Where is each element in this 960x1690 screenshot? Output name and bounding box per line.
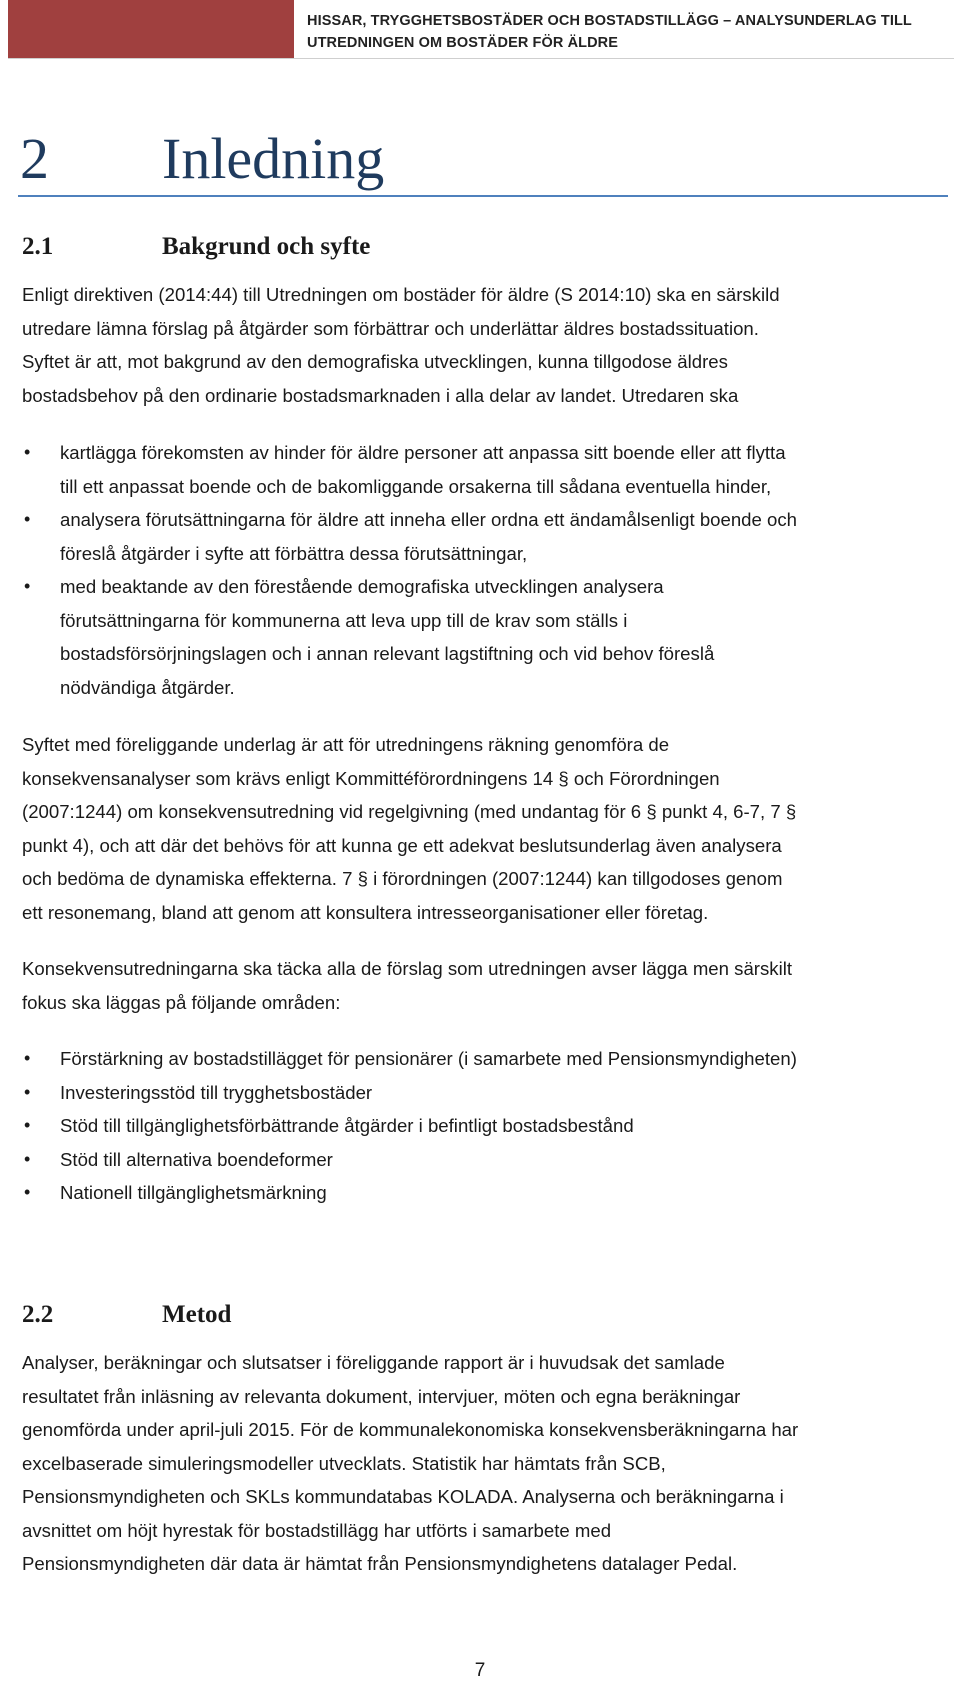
list-item — [22, 1176, 942, 1210]
bullet-icon: • — [24, 1081, 31, 1102]
text-line: Stöd till tillgänglighetsförbättrande åtgärder i befintligt bostadsbestånd — [60, 1115, 634, 1136]
paragraph-purpose — [22, 728, 942, 929]
text-line: bostadsbehov på den ordinarie bostadsmarknaden i alla delar av landet. Utredaren ska — [22, 384, 739, 406]
list-item — [22, 436, 942, 503]
chapter-number: 2 — [20, 126, 49, 191]
list-item — [22, 503, 942, 570]
text-line: fokus ska läggas på följande områden: — [22, 991, 341, 1013]
text-line: excelbaserade simuleringsmodeller utvecklats. Statistik har hämtats från SCB, — [22, 1452, 666, 1474]
list-item — [22, 1143, 942, 1177]
task-bullet-list — [22, 436, 942, 704]
bullet-icon: • — [24, 1182, 31, 1202]
text-line: Pensionsmyndigheten och SKLs kommundatabas KOLADA. Analyserna och beräkningarna i — [22, 1486, 784, 1507]
text-line: analysera förutsättningarna för äldre att inneha eller ordna ett ändamålsenligt boende och — [60, 509, 798, 530]
running-header-line: UTREDNINGEN OM BOSTÄDER FÖR ÄLDRE — [307, 35, 619, 51]
page-number: 7 — [474, 1660, 486, 1681]
text-line: Enligt direktiven (2014:44) till Utredningen om bostäder för äldre (S 2014:10) ska en särskild — [22, 284, 780, 305]
bullet-icon: • — [24, 1115, 31, 1135]
text-line: Stöd till alternativa boendeformer — [60, 1148, 333, 1170]
text-line: föreslå åtgärder i syfte att förbättra dessa förutsättningar, — [60, 542, 528, 564]
text-line: Konsekvensutredningarna ska täcka alla de förslag som utredningen avser lägga men särskilt — [22, 958, 793, 979]
bullet-icon: • — [24, 509, 31, 529]
text-line: genomförda under april-juli 2015. För de kommunalekonomiska konsekvensberäkningarna har — [22, 1419, 799, 1440]
running-header — [307, 10, 947, 54]
text-line: Investeringsstöd till trygghetsbostäder — [60, 1081, 373, 1103]
text-line: konsekvensanalyser som krävs enligt Kommittéförordningens 14 § och Förordningen — [22, 767, 720, 789]
text-line: Syftet är att, mot bakgrund av den demografiska utvecklingen, kunna tillgodose äldres — [22, 351, 728, 372]
bullet-icon: • — [24, 442, 31, 462]
text-line: bostadsförsörjningslagen och i annan relevant lagstiftning och vid behov föreslå — [60, 643, 715, 664]
running-header-line: HISSAR, TRYGGHETSBOSTÄDER OCH BOSTADSTILLÄGG – ANALYSUNDERLAG TILL — [307, 13, 912, 29]
section-title: Metod — [162, 1301, 232, 1328]
section-heading-2-2 — [22, 1298, 922, 1332]
paragraph-directive — [22, 278, 942, 412]
section-title: Bakgrund och syfte — [162, 233, 371, 260]
text-line: avsnittet om höjt hyrestak för bostadstillägg har utförts i samarbete med — [22, 1519, 612, 1541]
text-line: till ett anpassat boende och de bakomliggande orsakerna till sådana eventuella hinder, — [60, 475, 772, 497]
list-item — [22, 570, 942, 704]
section-heading-2-1 — [22, 230, 922, 264]
section-number: 2.1 — [22, 233, 54, 260]
section-number: 2.2 — [22, 1301, 54, 1328]
text-line: utredare lämna förslag på åtgärder som förbättrar och underlättar äldres bostadssituation. — [22, 317, 759, 339]
header-divider — [8, 58, 954, 59]
text-line: Analyser, beräkningar och slutsatser i föreliggande rapport är i huvudsak det samlade — [22, 1352, 725, 1373]
text-line: kartlägga förekomsten av hinder för äldre personer att anpassa sitt boende eller att flytta — [60, 442, 786, 463]
text-line: Syftet med föreliggande underlag är att för utredningens räkning genomföra de — [22, 734, 670, 755]
paragraph-method — [22, 1346, 942, 1581]
text-line: Nationell tillgänglighetsmärkning — [60, 1182, 327, 1203]
text-line: Pensionsmyndigheten där data är hämtat från Pensionsmyndighetens datalager Pedal. — [22, 1553, 738, 1574]
text-line: (2007:1244) om konsekvensutredning vid regelgivning (med undantag för 6 § punkt 4, 6-7, 7 § — [22, 801, 797, 822]
chapter-heading — [18, 122, 948, 196]
paragraph-focus — [22, 952, 942, 1019]
focus-bullet-list — [22, 1042, 942, 1210]
text-line: förutsättningarna för kommunerna att leva upp till de krav som ställs i — [60, 609, 628, 631]
list-item — [22, 1076, 942, 1110]
text-line: resultatet från inläsning av relevanta dokument, intervjuer, möten och egna beräkningar — [22, 1385, 741, 1407]
text-line: och bedöma de dynamiska effekterna. 7 § i förordningen (2007:1244) kan tillgodoses genom — [22, 868, 783, 889]
text-line: ett resonemang, bland att genom att konsultera intresseorganisationer eller företag. — [22, 901, 709, 923]
bullet-icon: • — [24, 576, 31, 596]
list-item — [22, 1109, 942, 1143]
bullet-icon: • — [24, 1148, 31, 1169]
text-line: nödvändiga åtgärder. — [60, 676, 235, 698]
chapter-rule — [18, 195, 948, 197]
text-line: med beaktande av den förestående demografiska utvecklingen analysera — [60, 576, 664, 597]
text-line: Förstärkning av bostadstillägget för pensionärer (i samarbete med Pensionsmyndigheten) — [60, 1048, 797, 1069]
bullet-icon: • — [24, 1048, 31, 1068]
text-line: punkt 4), och att där det behövs för att kunna ge ett adekvat beslutsunderlag även analysera — [22, 834, 782, 856]
header-accent-bar — [8, 0, 294, 58]
list-item — [22, 1042, 942, 1076]
chapter-title: Inledning — [162, 126, 385, 191]
